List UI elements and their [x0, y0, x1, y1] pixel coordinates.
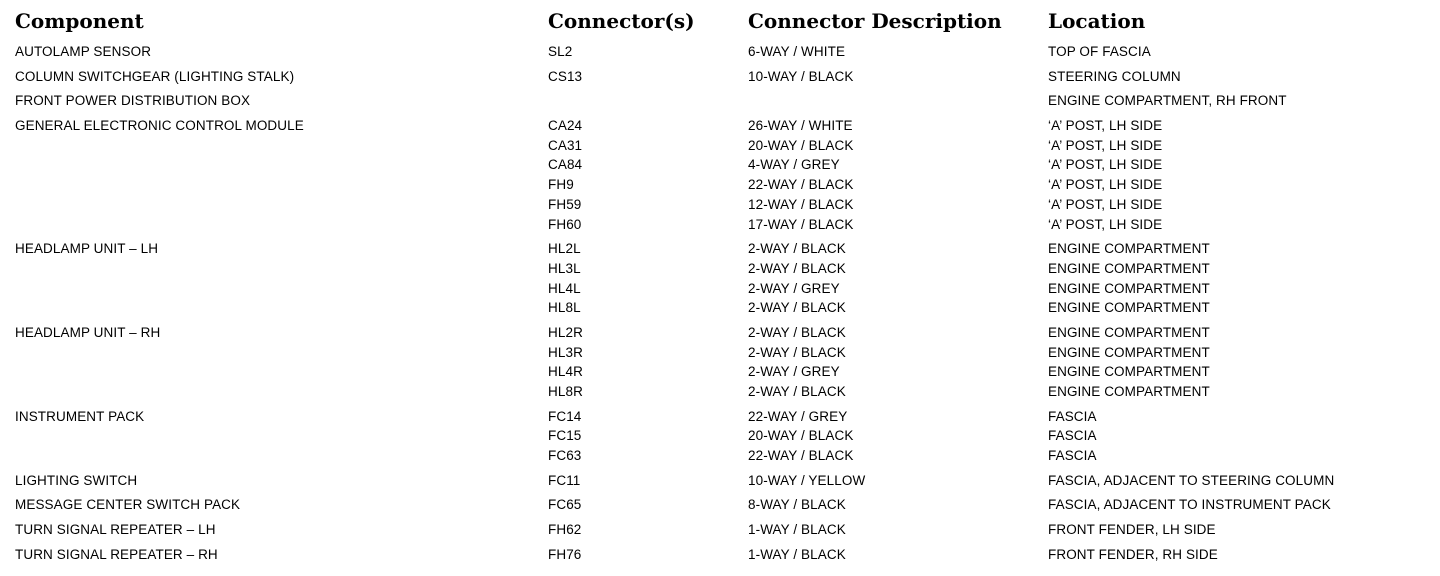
connector-id: HL2L: [548, 241, 581, 257]
component-name: TURN SIGNAL REPEATER – LH: [15, 522, 216, 538]
connector-description: 26-WAY / WHITE: [748, 118, 853, 134]
header-component: Component: [15, 9, 144, 33]
component-name: AUTOLAMP SENSOR: [15, 44, 152, 59]
connector-description: 2-WAY / BLACK: [748, 344, 846, 360]
table-row: [15, 362, 1425, 382]
component-group: [15, 42, 1425, 62]
connector-description: 22-WAY / GREY: [748, 408, 848, 424]
connector-description: 1-WAY / BLACK: [748, 522, 846, 538]
table-row: [15, 407, 1425, 427]
header-location: Location: [1048, 9, 1146, 33]
table-row: [15, 382, 1425, 402]
component-group: [15, 495, 1425, 515]
connector-id: FH59: [548, 196, 582, 212]
connector-location: TOP OF FASCIA: [1048, 44, 1151, 59]
connector-id: CS13: [548, 68, 583, 84]
connector-description: 20-WAY / BLACK: [748, 428, 854, 444]
connector-location: FASCIA: [1048, 428, 1097, 444]
connector-id: SL2: [548, 44, 573, 59]
component-group: [15, 239, 1425, 318]
connector-description: 2-WAY / BLACK: [748, 384, 846, 399]
connector-location: ENGINE COMPARTMENT: [1048, 280, 1210, 296]
table-row: [15, 175, 1425, 195]
table-row: [15, 279, 1425, 299]
connector-id: HL8L: [548, 300, 581, 316]
connector-location: ENGINE COMPARTMENT, RH FRONT: [1048, 93, 1287, 109]
connector-id: HL4L: [548, 280, 581, 296]
connector-id: FC15: [548, 428, 582, 444]
table-row: [15, 471, 1425, 491]
component-name: COLUMN SWITCHGEAR (LIGHTING STALK): [15, 68, 295, 84]
header-connector-description: Connector Description: [748, 9, 1002, 33]
table-row: [15, 91, 1425, 111]
connector-description: 2-WAY / BLACK: [748, 300, 846, 316]
connector-description: 2-WAY / BLACK: [748, 260, 846, 276]
component-group: [15, 323, 1425, 402]
table-row: [15, 259, 1425, 279]
connector-description: 22-WAY / BLACK: [748, 448, 854, 464]
table-row: [15, 67, 1425, 87]
table-row: [15, 545, 1425, 565]
component-name: HEADLAMP UNIT – LH: [15, 241, 159, 257]
connector-id: HL2R: [548, 324, 583, 340]
component-group: [15, 471, 1425, 491]
component-name: LIGHTING SWITCH: [15, 472, 138, 488]
connector-description: 12-WAY / BLACK: [748, 196, 854, 212]
connector-location: ENGINE COMPARTMENT: [1048, 384, 1210, 399]
table-row: [15, 426, 1425, 446]
connector-location: FRONT FENDER, LH SIDE: [1048, 522, 1216, 538]
table-row: [15, 343, 1425, 363]
component-group: [15, 520, 1425, 540]
connector-description: 2-WAY / BLACK: [748, 241, 846, 257]
component-name: TURN SIGNAL REPEATER – RH: [15, 546, 218, 562]
table-row: [15, 495, 1425, 515]
connector-description: 8-WAY / BLACK: [748, 497, 846, 513]
connector-location: ENGINE COMPARTMENT: [1048, 241, 1210, 257]
connector-id: HL3R: [548, 344, 583, 360]
connector-location: FASCIA, ADJACENT TO INSTRUMENT PACK: [1048, 497, 1331, 513]
component-name: MESSAGE CENTER SWITCH PACK: [15, 497, 241, 513]
connector-table: [15, 0, 1425, 570]
connector-description: 2-WAY / GREY: [748, 364, 840, 380]
connector-id: HL3L: [548, 260, 581, 276]
table-row: [15, 195, 1425, 215]
connector-id: FH60: [548, 216, 582, 232]
component-name: FRONT POWER DISTRIBUTION BOX: [15, 93, 251, 109]
connector-description: 10-WAY / BLACK: [748, 68, 854, 84]
table-row: [15, 116, 1425, 136]
table-row: [15, 323, 1425, 343]
table-row: [15, 155, 1425, 175]
connector-id: FC14: [548, 408, 582, 424]
table-body: [15, 42, 1425, 565]
component-group: [15, 91, 1425, 111]
connector-location: ENGINE COMPARTMENT: [1048, 364, 1210, 380]
table-row: [15, 446, 1425, 466]
connector-location: FRONT FENDER, RH SIDE: [1048, 546, 1218, 562]
component-group: [15, 545, 1425, 565]
connector-id: FH76: [548, 546, 582, 562]
component-name: HEADLAMP UNIT – RH: [15, 324, 161, 340]
component-name: GENERAL ELECTRONIC CONTROL MODULE: [15, 118, 304, 134]
connector-description: 10-WAY / YELLOW: [748, 472, 866, 488]
component-group: [15, 407, 1425, 466]
component-group: [15, 116, 1425, 234]
connector-location: FASCIA: [1048, 408, 1097, 424]
connector-id: CA84: [548, 157, 583, 173]
connector-description: 22-WAY / BLACK: [748, 177, 854, 193]
connector-location: FASCIA: [1048, 448, 1097, 464]
connector-id: FH62: [548, 522, 582, 538]
connector-location: ‘A’ POST, LH SIDE: [1048, 196, 1163, 212]
header-connectors: Connector(s): [548, 9, 695, 33]
connector-location: ‘A’ POST, LH SIDE: [1048, 118, 1163, 134]
connector-description: 17-WAY / BLACK: [748, 216, 854, 232]
connector-id: FH9: [548, 177, 574, 193]
connector-location: ‘A’ POST, LH SIDE: [1048, 216, 1163, 232]
connector-description: 2-WAY / BLACK: [748, 324, 846, 340]
connector-id: CA24: [548, 118, 583, 134]
component-name: INSTRUMENT PACK: [15, 408, 145, 424]
table-row: [15, 42, 1425, 62]
connector-id: FC11: [548, 472, 581, 488]
connector-location: FASCIA, ADJACENT TO STEERING COLUMN: [1048, 472, 1335, 488]
table-row: [15, 239, 1425, 259]
connector-id: FC63: [548, 448, 582, 464]
connector-description: 2-WAY / GREY: [748, 280, 840, 296]
connector-location: ‘A’ POST, LH SIDE: [1048, 137, 1163, 153]
connector-description: 20-WAY / BLACK: [748, 137, 854, 153]
connector-id: HL8R: [548, 384, 583, 399]
connector-location: ENGINE COMPARTMENT: [1048, 344, 1210, 360]
component-group: [15, 67, 1425, 87]
connector-location: ‘A’ POST, LH SIDE: [1048, 157, 1163, 173]
table-row: [15, 520, 1425, 540]
connector-location: STEERING COLUMN: [1048, 68, 1181, 84]
connector-location: ENGINE COMPARTMENT: [1048, 324, 1210, 340]
connector-location: ENGINE COMPARTMENT: [1048, 300, 1210, 316]
connector-id: FC65: [548, 497, 582, 513]
connector-location: ENGINE COMPARTMENT: [1048, 260, 1210, 276]
table-row: [15, 215, 1425, 235]
table-header-row: [15, 0, 1425, 42]
connector-id: CA31: [548, 137, 583, 153]
connector-location: ‘A’ POST, LH SIDE: [1048, 177, 1163, 193]
connector-description: 1-WAY / BLACK: [748, 546, 846, 562]
connector-description: 4-WAY / GREY: [748, 157, 840, 173]
connector-description: 6-WAY / WHITE: [748, 44, 846, 59]
table-row: [15, 298, 1425, 318]
connector-id: HL4R: [548, 364, 583, 380]
table-row: [15, 136, 1425, 156]
